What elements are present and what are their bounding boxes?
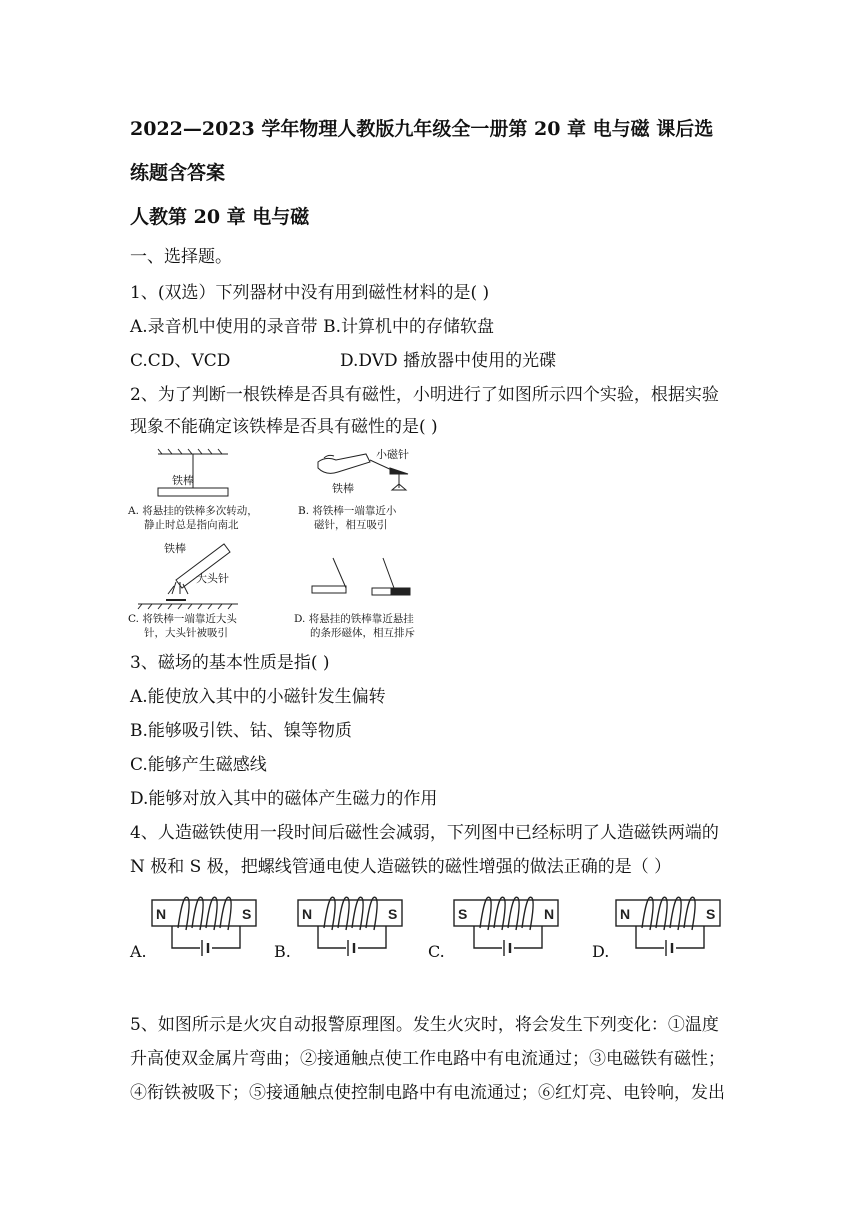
- caption-a-line1: A. 将悬挂的铁棒多次转动，: [128, 505, 258, 517]
- caption-d-line1: D. 将悬挂的铁棒靠近悬挂: [294, 613, 414, 625]
- caption-c-line2: 针，大头针被吸引: [144, 627, 228, 639]
- question-4-option-label-2: C.: [428, 942, 445, 961]
- pole-label: S: [706, 906, 716, 922]
- label-iron-rod-a: 铁棒: [172, 474, 194, 487]
- question-1-option-d: D.DVD 播放器中使用的光碟: [340, 351, 557, 371]
- caption-a-line2: 静止时总是指向南北: [144, 519, 239, 531]
- section-heading: 一、选择题。: [130, 247, 232, 267]
- pole-label: N: [302, 906, 313, 922]
- question-5-line1: 5、如图所示是火灾自动报警原理图。发生火灾时，将会发生下列变化：①温度: [130, 1015, 719, 1035]
- caption-d-line2: 的条形磁体，相互排斥: [310, 627, 415, 639]
- document-title-line2: 练题含答案: [130, 162, 226, 184]
- pole-label: N: [544, 906, 555, 922]
- label-iron-rod-b: 铁棒: [332, 482, 354, 495]
- caption-b-line2: 磁针，相互吸引: [314, 519, 388, 531]
- question-4-solenoid-3: [614, 888, 724, 962]
- question-4-option-label-3: D.: [592, 942, 610, 961]
- question-4-solenoid-0: [150, 888, 260, 962]
- question-4-stem-line2: N 极和 S 极，把螺线管通电使人造磁铁的磁性增强的做法正确的是（ ）: [130, 857, 672, 877]
- figure-d-rod-magnet: [312, 558, 410, 595]
- question-5-line3: ④衔铁被吸下；⑤接通触点使控制电路中有电流通过；⑥红灯亮、电铃响，发出: [130, 1083, 725, 1103]
- pole-label: N: [620, 906, 631, 922]
- caption-c-line1: C. 将铁棒一端靠近大头: [128, 613, 237, 625]
- question-4-solenoid-1: [296, 888, 406, 962]
- pole-label: S: [242, 906, 252, 922]
- question-5-line2: 升高使双金属片弯曲；②接通触点使工作电路中有电流通过；③电磁铁有磁性；: [130, 1049, 725, 1069]
- pole-label: S: [388, 906, 398, 922]
- label-small-needle: 小磁针: [376, 448, 409, 461]
- question-4-option-label-0: A.: [130, 942, 147, 961]
- question-4-option-label-1: B.: [274, 942, 291, 961]
- question-1-stem: 1、(双选）下列器材中没有用到磁性材料的是( ): [130, 283, 490, 303]
- document-title-line1: 2022—2023 学年物理人教版九年级全一册第 20 章 电与磁 课后选: [130, 118, 714, 140]
- question-1-options-row1: A.录音机中使用的录音带 B.计算机中的存储软盘: [130, 317, 494, 337]
- question-3-option-c: C.能够产生磁感线: [130, 755, 267, 775]
- question-1-option-c: C.CD、VCD: [130, 351, 231, 371]
- question-2-figure: [128, 448, 448, 644]
- question-3-option-d: D.能够对放入其中的磁体产生磁力的作用: [130, 789, 438, 809]
- question-3-option-a: A.能使放入其中的小磁针发生偏转: [130, 687, 386, 707]
- pole-label: S: [458, 906, 468, 922]
- question-2-stem-line2: 现象不能确定该铁棒是否具有磁性的是( ): [130, 417, 438, 437]
- caption-b-line1: B. 将铁棒一端靠近小: [298, 505, 397, 517]
- label-pin: 大头针: [196, 572, 229, 585]
- question-4-stem-line1: 4、人造磁铁使用一段时间后磁性会减弱，下列图中已经标明了人造磁铁两端的: [130, 823, 719, 843]
- pole-label: N: [156, 906, 167, 922]
- question-3-stem: 3、磁场的基本性质是指( ): [130, 653, 330, 673]
- question-3-option-b: B.能够吸引铁、钴、镍等物质: [130, 721, 352, 741]
- question-4-solenoid-2: [452, 888, 562, 962]
- chapter-subtitle: 人教第 20 章 电与磁: [130, 206, 310, 228]
- question-2-stem-line1: 2、为了判断一根铁棒是否具有磁性，小明进行了如图所示四个实验，根据实验: [130, 385, 719, 405]
- label-iron-rod-c: 铁棒: [164, 542, 186, 555]
